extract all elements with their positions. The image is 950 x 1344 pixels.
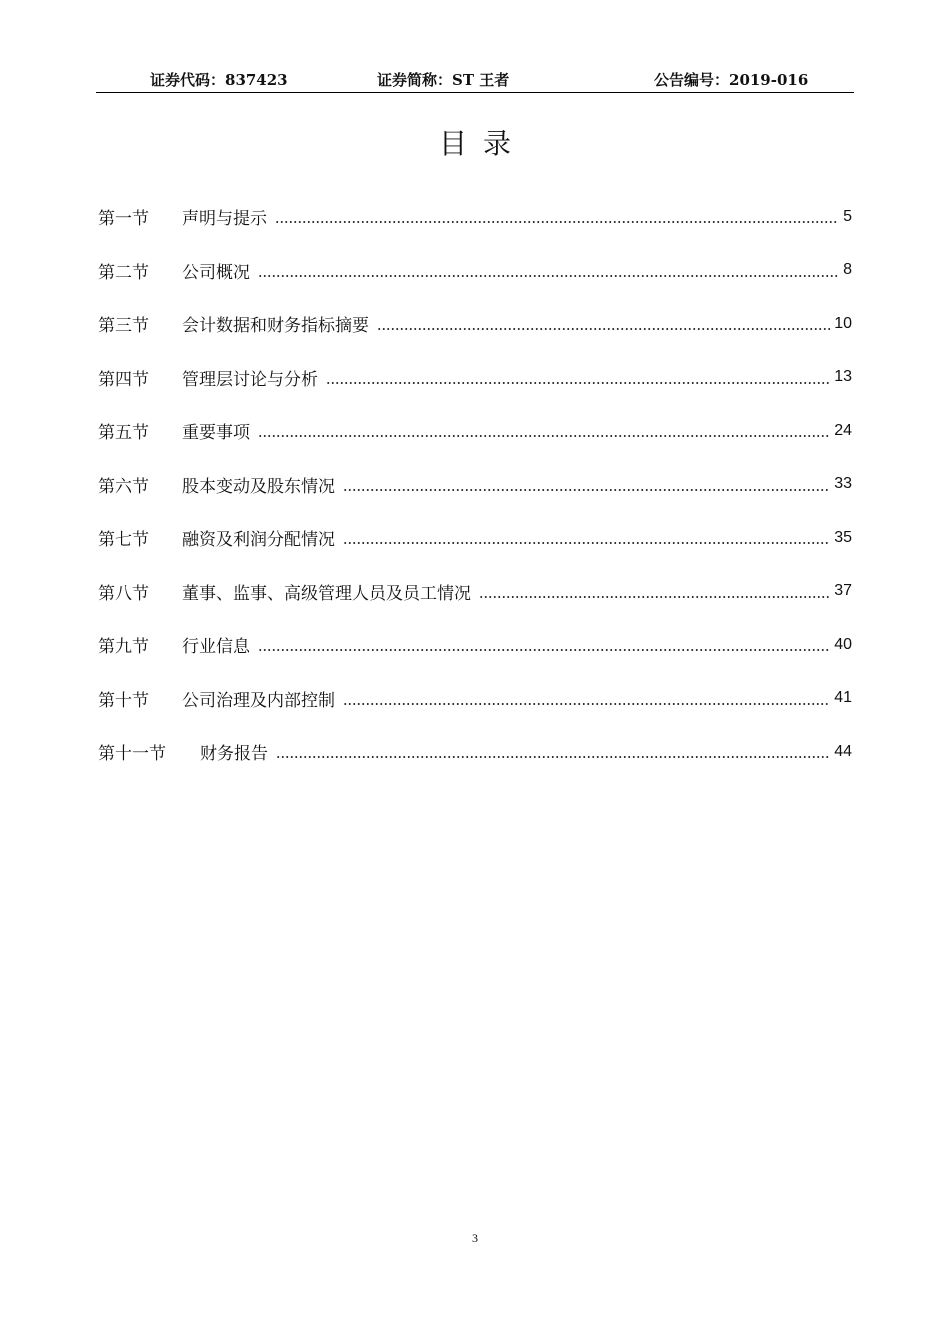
toc-section: 第七节	[98, 530, 149, 551]
toc-leader-dots	[343, 529, 830, 546]
toc-section: 第十节	[98, 690, 149, 711]
toc-entry[interactable]	[98, 458, 852, 512]
toc-entry[interactable]	[98, 725, 852, 779]
toc-title: 融资及利润分配情况	[182, 530, 335, 551]
toc-leader-dots	[343, 690, 830, 707]
toc-title: 公司治理及内部控制	[182, 690, 335, 711]
stock-code: 证券代码：837423	[150, 71, 288, 89]
page-header	[96, 66, 854, 93]
toc-page: 13	[834, 368, 852, 386]
toc-section: 第六节	[98, 476, 149, 497]
toc-leader-dots	[275, 208, 838, 225]
toc-title: 董事、监事、高级管理人员及员工情况	[182, 583, 471, 604]
toc-leader-dots	[258, 422, 830, 439]
toc-section: 第一节	[98, 209, 149, 230]
toc-section: 第十一节	[98, 744, 166, 765]
toc-leader-dots	[326, 369, 830, 386]
toc-page: 5	[843, 207, 852, 225]
toc-leader-dots	[479, 583, 830, 600]
toc-page: 33	[834, 475, 852, 493]
page-title: 目录	[438, 127, 527, 160]
toc-page: 44	[834, 742, 852, 760]
toc-page: 40	[834, 635, 852, 653]
toc-section: 第九节	[98, 637, 149, 658]
toc-section: 第五节	[98, 423, 149, 444]
toc-leader-dots	[377, 315, 830, 332]
toc-page: 8	[843, 261, 852, 279]
toc-page: 10	[834, 314, 852, 332]
toc-title: 公司概况	[182, 262, 250, 283]
stock-name: 证券简称：ST 王者	[377, 71, 510, 89]
toc-leader-dots	[258, 636, 830, 653]
toc-entry[interactable]	[98, 511, 852, 565]
toc-entry[interactable]	[98, 351, 852, 405]
toc-entry[interactable]	[98, 672, 852, 726]
toc-page: 35	[834, 528, 852, 546]
toc-section: 第四节	[98, 369, 149, 390]
toc-title: 财务报告	[200, 744, 268, 765]
toc-entry[interactable]	[98, 190, 852, 244]
announcement-number: 公告编号：2019-016	[654, 71, 809, 89]
toc-entry[interactable]	[98, 244, 852, 298]
toc-title: 重要事项	[182, 423, 250, 444]
toc-entry[interactable]	[98, 404, 852, 458]
toc-section: 第八节	[98, 583, 149, 604]
toc-page: 37	[834, 582, 852, 600]
toc-entry[interactable]	[98, 618, 852, 672]
toc-section: 第三节	[98, 316, 149, 337]
toc-title: 行业信息	[182, 637, 250, 658]
toc-leader-dots	[343, 476, 830, 493]
toc-leader-dots	[276, 743, 830, 760]
table-of-contents	[98, 190, 852, 779]
toc-page: 41	[834, 689, 852, 707]
toc-entry[interactable]	[98, 565, 852, 619]
toc-leader-dots	[258, 262, 838, 279]
toc-entry[interactable]	[98, 297, 852, 351]
toc-title: 管理层讨论与分析	[182, 369, 318, 390]
toc-section: 第二节	[98, 262, 149, 283]
toc-title: 会计数据和财务指标摘要	[182, 316, 369, 337]
page-number: 3	[472, 1231, 478, 1245]
toc-page: 24	[834, 421, 852, 439]
toc-title: 股本变动及股东情况	[182, 476, 335, 497]
toc-title: 声明与提示	[182, 209, 267, 230]
